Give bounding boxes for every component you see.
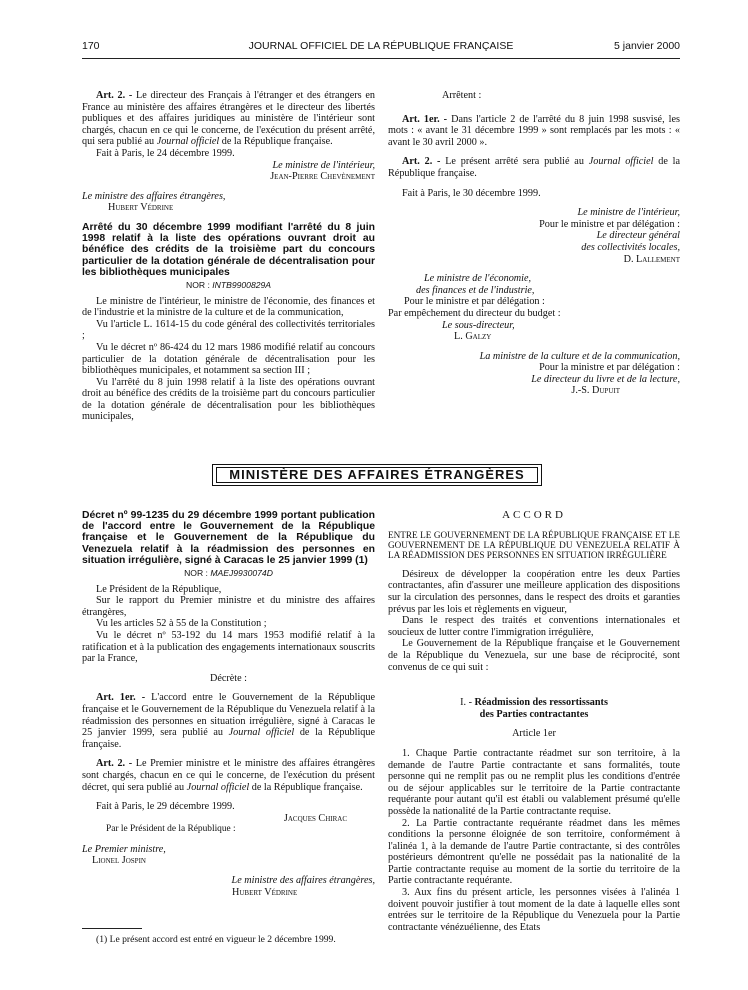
- body-paragraph: Vu l'arrêté du 8 juin 1998 relatif à la liste des opérations ouvrant droit au bénéfice des crédits de la troisième part du concours particulier de la dotation générale de décentralisation pour les bibliothèques municipales,: [82, 376, 375, 423]
- accord-caps-title: ENTRE LE GOUVERNEMENT DE LA RÉPUBLIQUE FRANÇAISE ET LE GOUVERNEMENT DE LA RÉPUBLIQUE DU VENEZUELA RELATIF À LA RÉADMISSION DES PERSONNES EN SITUATION IRRÉGULIÈRE: [388, 529, 680, 561]
- body-paragraph: Le Gouvernement de la République française et le Gouvernement de la République du Venezuela, sur une base de réciprocité, sont convenus de ce qui suit :: [388, 638, 680, 673]
- signature-name: Lionel Jospin: [92, 855, 146, 867]
- signature-block: La ministre de la culture et de la communication, Pour la ministre et par délégation : Le directeur du livre et de la lecture, J.-S. Dupuit: [479, 350, 680, 397]
- body-paragraph: Vu le décret nº 86-424 du 12 mars 1986 modifié relatif au concours particulier de la dotation générale de décentralisation pour les bibliothèques municipales, et notamment sa section III ;: [82, 341, 375, 377]
- page-number: 170: [82, 40, 100, 52]
- ministry-banner-label: MINISTÈRE DES AFFAIRES ÉTRANGÈRES: [216, 467, 538, 483]
- chapter-title-line-2: des Parties contractantes: [479, 708, 589, 720]
- body-paragraph: 2. La Partie contractante requérante réadmet dans les mêmes conditions la personne éloignée de son territoire, conformément à l'alinéa 1, à la demande de l'autre Partie contractante, si des contrôles postérieurs démontrent qu'elle ne possédait pas la nationalité de la Partie contractante requise au moment de la sortie du territoire de la Partie contractante requérante.: [388, 817, 680, 887]
- signature-name: Jean-Pierre Chevènement: [270, 171, 375, 183]
- body-paragraph: Le ministre de l'intérieur, le ministre de l'économie, des finances et de l'industrie et la ministre de la culture et de la communication,: [82, 295, 375, 319]
- article-1-paragraph: Art. 1er. - Dans l'article 2 de l'arrêté du 8 juin 1998 susvisé, les mots : « avant le 31 décembre 1999 » sont remplacés par les mots : « avant le 30 avril 2000 ».: [388, 113, 680, 148]
- signature-title: Le ministre des affaires étrangères,: [231, 875, 375, 887]
- signature-title: Le Premier ministre,: [82, 843, 166, 855]
- footnote: (1) Le présent accord est entré en vigueur le 2 décembre 1999.: [96, 934, 336, 945]
- fait-a-paris: Fait à Paris, le 24 décembre 1999.: [96, 147, 235, 159]
- body-paragraph: Vu l'article L. 1614-15 du code général des collectivités territoriales ;: [82, 318, 375, 342]
- signature-title: Le ministre des affaires étrangères,: [82, 190, 226, 202]
- body-paragraph: Désireux de développer la coopération entre les deux Parties contractantes, afin d'assurer une meilleure application des dispositions sur la circulation des personnes, dans le respect des droits et garanties prévus par les lois et règlements en vigueur,: [388, 568, 680, 615]
- article-1-paragraph: Art. 1er. - L'accord entre le Gouvernement de la République française et le Gouvernement de la République du Venezuela relatif à la réadmission des personnes en situation irrégulière, signé à Caracas le 25 janvier 1999, sera publié au Journal officiel de la République française.: [82, 692, 376, 750]
- decrete-label: Décrète :: [209, 672, 248, 684]
- article-2-paragraph: Art. 2. - Le Premier ministre et le ministre des affaires étrangères sont chargés, chacun en ce qui le concerne, de l'exécution du présent décret, qui sera publié au Journal officiel de la République française.: [82, 758, 375, 793]
- article-2-paragraph: Art. 2. - Le présent arrêté sera publié au Journal officiel de la République française.: [388, 156, 681, 179]
- right-column-top: [388, 90, 680, 397]
- nor-reference: NOR : MAEJ9930074D: [184, 568, 273, 579]
- signature-name: Hubert Védrine: [232, 886, 298, 898]
- signature-name: Jacques Chirac: [283, 812, 347, 824]
- body-paragraph: Sur le rapport du Premier ministre et du ministre des affaires étrangères,: [82, 595, 375, 618]
- signature-block: Le ministre de l'économie, des finances et de l'industrie, Pour le ministre et par délégation : Par empêchement du directeur du budget : Le sous-directeur, L. Galzy: [388, 273, 561, 343]
- accord-heading: ACCORD: [502, 509, 566, 521]
- left-column-top: [82, 90, 375, 423]
- article-heading: Article 1er: [512, 728, 556, 740]
- right-column-bottom: [388, 510, 680, 933]
- left-column-bottom: [82, 510, 375, 898]
- arrete-title: Arrêté du 30 décembre 1999 modifiant l'arrêté du 8 juin 1998 relatif à la liste des opérations ouvrant droit au bénéfice des crédits de la troisième part du concours particulier de la dotation générale de décentralisation pour les bibliothèques municipales: [82, 221, 375, 278]
- body-paragraph: 1. Chaque Partie contractante réadmet sur son territoire, à la demande de l'autre Partie contractante et sans formalités, toute personne qui ne remplit pas ou ne remplit plus les conditions d'entrée ou de séjour applicables sur le territoire de la Partie contractante requérante pour autant qu'il est établi ou valablement présumé qu'elle possède la nationalité de la Partie contractante requise.: [388, 747, 680, 817]
- fait-a-paris: Fait à Paris, le 29 décembre 1999.: [96, 801, 235, 813]
- journal-title: JOURNAL OFFICIEL DE LA RÉPUBLIQUE FRANÇAISE: [248, 40, 514, 52]
- decret-title: Décret nº 99-1235 du 29 décembre 1999 portant publication de l'accord entre le Gouvernement de la République française et le Gouvernement de la République du Venezuela relatif à la réadmission des personnes en situation irrégulière, signé à Caracas le 25 janvier 1999 (1): [82, 510, 375, 566]
- body-paragraph: Vu le décret nº 53-192 du 14 mars 1953 modifié relatif à la ratification et à la publication des engagements internationaux souscrits par la France,: [82, 629, 375, 665]
- nor-reference: NOR : INTB9900829A: [185, 279, 272, 290]
- ministry-banner: [212, 464, 542, 486]
- body-paragraph: Dans le respect des traités et conventions internationales et soucieux de lutter contre l'immigration irrégulière,: [388, 615, 680, 638]
- signature-name: Hubert Védrine: [108, 202, 174, 214]
- fait-a-paris: Fait à Paris, le 30 décembre 1999.: [402, 187, 541, 199]
- chapter-title: I. - Réadmission des ressortissants: [460, 697, 608, 709]
- footnote-rule: [82, 928, 142, 929]
- par-le-president: Par le Président de la République :: [106, 824, 236, 835]
- signature-title: Le ministre de l'intérieur,: [272, 159, 375, 171]
- body-paragraph: Vu les articles 52 à 55 de la Constitution ;: [96, 618, 267, 630]
- issue-date: 5 janvier 2000: [614, 40, 680, 52]
- signature-block: Le ministre de l'intérieur, Pour le ministre et par délégation : Le directeur général des collectivités locales, D. Lallement: [539, 207, 680, 265]
- page-header: [82, 40, 680, 56]
- body-paragraph: Le Président de la République,: [96, 583, 222, 595]
- article-2-paragraph: Art. 2. - Le directeur des Français à l'étranger et des étrangers en France au ministère des affaires étrangères et le directeur des libertés publiques et des affaires juridiques au ministère de l'intérieur sont chargés, chacun en ce qui le concerne, de l'exécution du présent arrêté, qui sera publié au Journal officiel de la République française.: [82, 90, 375, 148]
- header-rule: [82, 58, 680, 59]
- body-paragraph: 3. Aux fins du présent article, les personnes visées à l'alinéa 1 doivent pouvoir justifier à tout moment de la date à laquelle elles sont entrées sur le territoire de la République du Venezuela pour la Partie contractante vénézuélienne, des Etats: [388, 887, 680, 933]
- arretent-label: Arrêtent :: [442, 90, 482, 101]
